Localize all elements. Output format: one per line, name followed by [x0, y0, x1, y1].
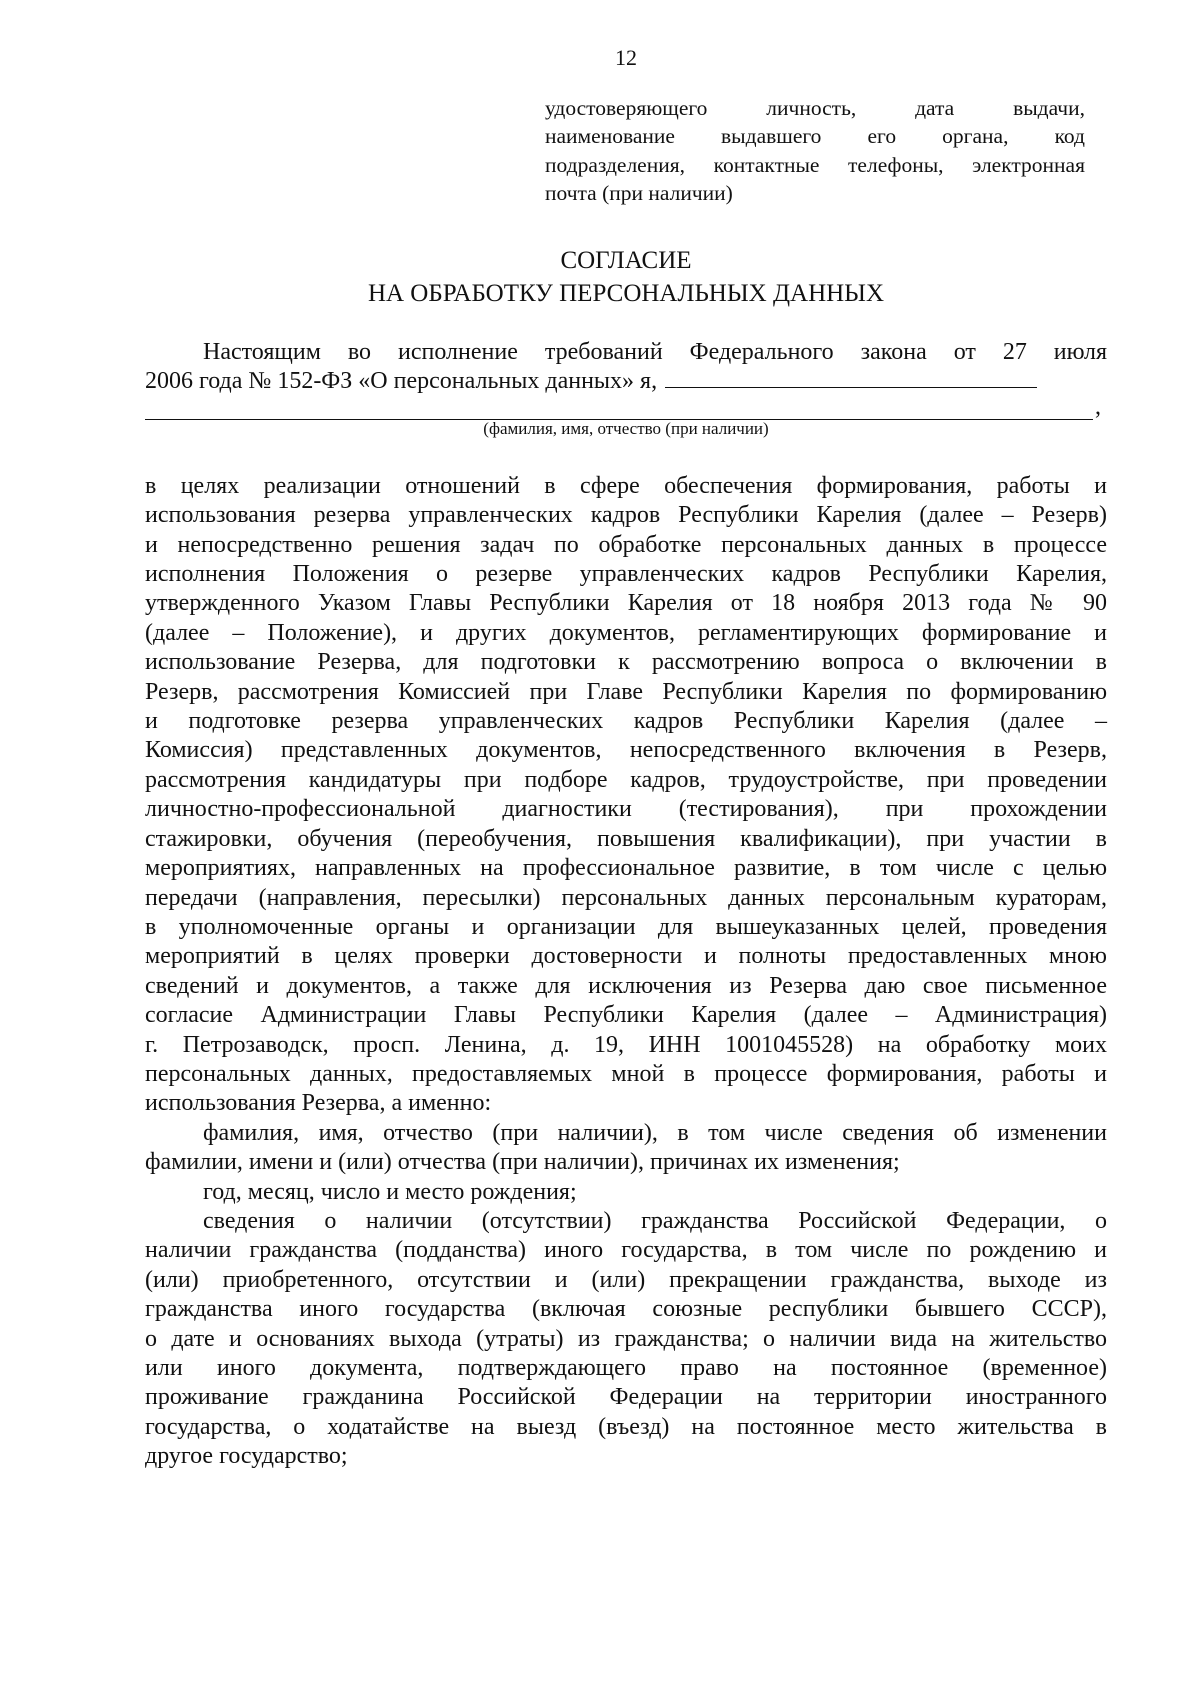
paragraph-line: использования Резерва, а именно:	[145, 1090, 492, 1117]
list-item-line: наличии гражданства (подданства) иного государства, в том числе по рождению и	[145, 1237, 1107, 1264]
paragraph-line: мероприятий в целях проверки достоверности и полноты предоставленных мною	[145, 943, 1107, 970]
paragraph-line: и подготовке резерва управленческих кадров Республики Карелия (далее –	[145, 708, 1107, 735]
header-note-line: удостоверяющего личность, дата выдачи,	[545, 96, 1085, 120]
header-note-line: подразделения, контактные телефоны, электронная	[545, 152, 1085, 177]
header-note-line: наименование выдавшего его органа, код	[545, 124, 1085, 149]
paragraph-line: г. Петрозаводск, просп. Ленина, д. 19, ИНН 1001045528) на обработку моих	[145, 1031, 1107, 1058]
consent-body	[145, 338, 1107, 1472]
paragraph-line: утвержденного Указом Главы Республики Карелия от 18 ноября 2013 года № 90	[145, 590, 1107, 617]
list-item-line: фамилии, имени и (или) отчества (при наличии), причинах их изменения;	[145, 1149, 900, 1176]
list-item-line: фамилия, имя, отчество (при наличии), в том числе сведения об изменении	[203, 1119, 1107, 1146]
list-item-line: другое государство;	[145, 1443, 348, 1470]
intro-line-with-blank	[145, 367, 1107, 396]
paragraph-line: использования резерва управленческих кадров Республики Карелия (далее – Резерв)	[145, 502, 1107, 529]
paragraph-line: Комиссия) представленных документов, непосредственного включения в Резерв,	[145, 737, 1107, 764]
list-item-line: год, месяц, число и место рождения;	[203, 1178, 577, 1205]
main-paragraph	[145, 472, 1107, 1119]
paragraph-line: исполнения Положения о резерве управленческих кадров Республики Карелия,	[145, 561, 1107, 588]
paragraph-line: в уполномоченные органы и организации для вышеуказанных целей, проведения	[145, 913, 1107, 940]
paragraph-line: сведений и документов, а также для исключения из Резерва даю свое письменное	[145, 972, 1107, 999]
paragraph-line: рассмотрения кандидатуры при подборе кадров, трудоустройстве, при проведении	[145, 766, 1107, 793]
list-item-line: государства, о ходатайстве на выезд (въезд) на постоянное место жительства в	[145, 1413, 1107, 1440]
paragraph-line: стажировки, обучения (переобучения, повышения квалификации), при участии в	[145, 825, 1107, 852]
title-line-1: СОГЛАСИЕ	[560, 247, 692, 274]
paragraph-line: в целях реализации отношений в сфере обеспечения формирования, работы и	[145, 472, 1107, 499]
header-note-line: почта (при наличии)	[545, 180, 733, 205]
paragraph-line: и непосредственно решения задач по обработке персональных данных в процессе	[145, 531, 1107, 558]
list-item-line: проживание гражданина Российской Федерации на территории иностранного	[145, 1384, 1107, 1411]
list-item-line: (или) приобретенного, отсутствии и (или) прекращении гражданства, выходе из	[145, 1266, 1107, 1293]
list-item-line: гражданства иного государства (включая союзные республики бывшего СССР),	[145, 1296, 1107, 1323]
title-line-2: НА ОБРАБОТКУ ПЕРСОНАЛЬНЫХ ДАННЫХ	[367, 280, 885, 307]
paragraph-line: персональных данных, предоставляемых мной в процессе формирования, работы и	[145, 1060, 1107, 1087]
paragraph-line: личностно-профессиональной диагностики (тестирования), при прохождении	[145, 796, 1107, 823]
full-name-blank-line[interactable]	[145, 397, 1093, 420]
comma: ,	[1095, 393, 1101, 420]
name-blank-line[interactable]	[665, 367, 1037, 388]
list-item-citizenship	[145, 1207, 1107, 1472]
list-item-birth	[145, 1178, 1107, 1207]
paragraph-line: мероприятиях, направленных на профессиональное развитие, в том числе с целью	[145, 855, 1107, 882]
list-item-line: о дате и основаниях выхода (утраты) из гражданства; о наличии вида на жительство	[145, 1325, 1107, 1352]
list-item-line: или иного документа, подтверждающего право на постоянное (временное)	[145, 1355, 1107, 1381]
intro-line: Настоящим во исполнение требований Федерального закона от 27 июля	[203, 339, 1107, 365]
list-item-name	[145, 1119, 1107, 1178]
paragraph-line: использование Резерва, для подготовки к рассмотрению вопроса о включении в	[145, 649, 1107, 676]
paragraph-line: (далее – Положение), и других документов, регламентирующих формирование и	[145, 619, 1107, 646]
document-title	[0, 244, 1200, 310]
field-caption: (фамилия, имя, отчество (при наличии)	[483, 418, 769, 438]
paragraph-line: Резерв, рассмотрения Комиссией при Главе Республики Карелия по формированию	[145, 678, 1107, 705]
full-name-field	[145, 393, 1107, 427]
list-item-line: сведения о наличии (отсутствии) гражданства Российской Федерации, о	[203, 1207, 1107, 1234]
paragraph-line: согласие Администрации Главы Республики Карелия (далее – Администрация)	[145, 1002, 1107, 1029]
paragraph-line: передачи (направления, пересылки) персональных данных персональным кураторам,	[145, 884, 1107, 911]
header-note	[545, 94, 1085, 207]
intro-line-text: 2006 года № 152-ФЗ «О персональных данных» я,	[145, 368, 658, 395]
page-number: 12	[615, 45, 637, 70]
